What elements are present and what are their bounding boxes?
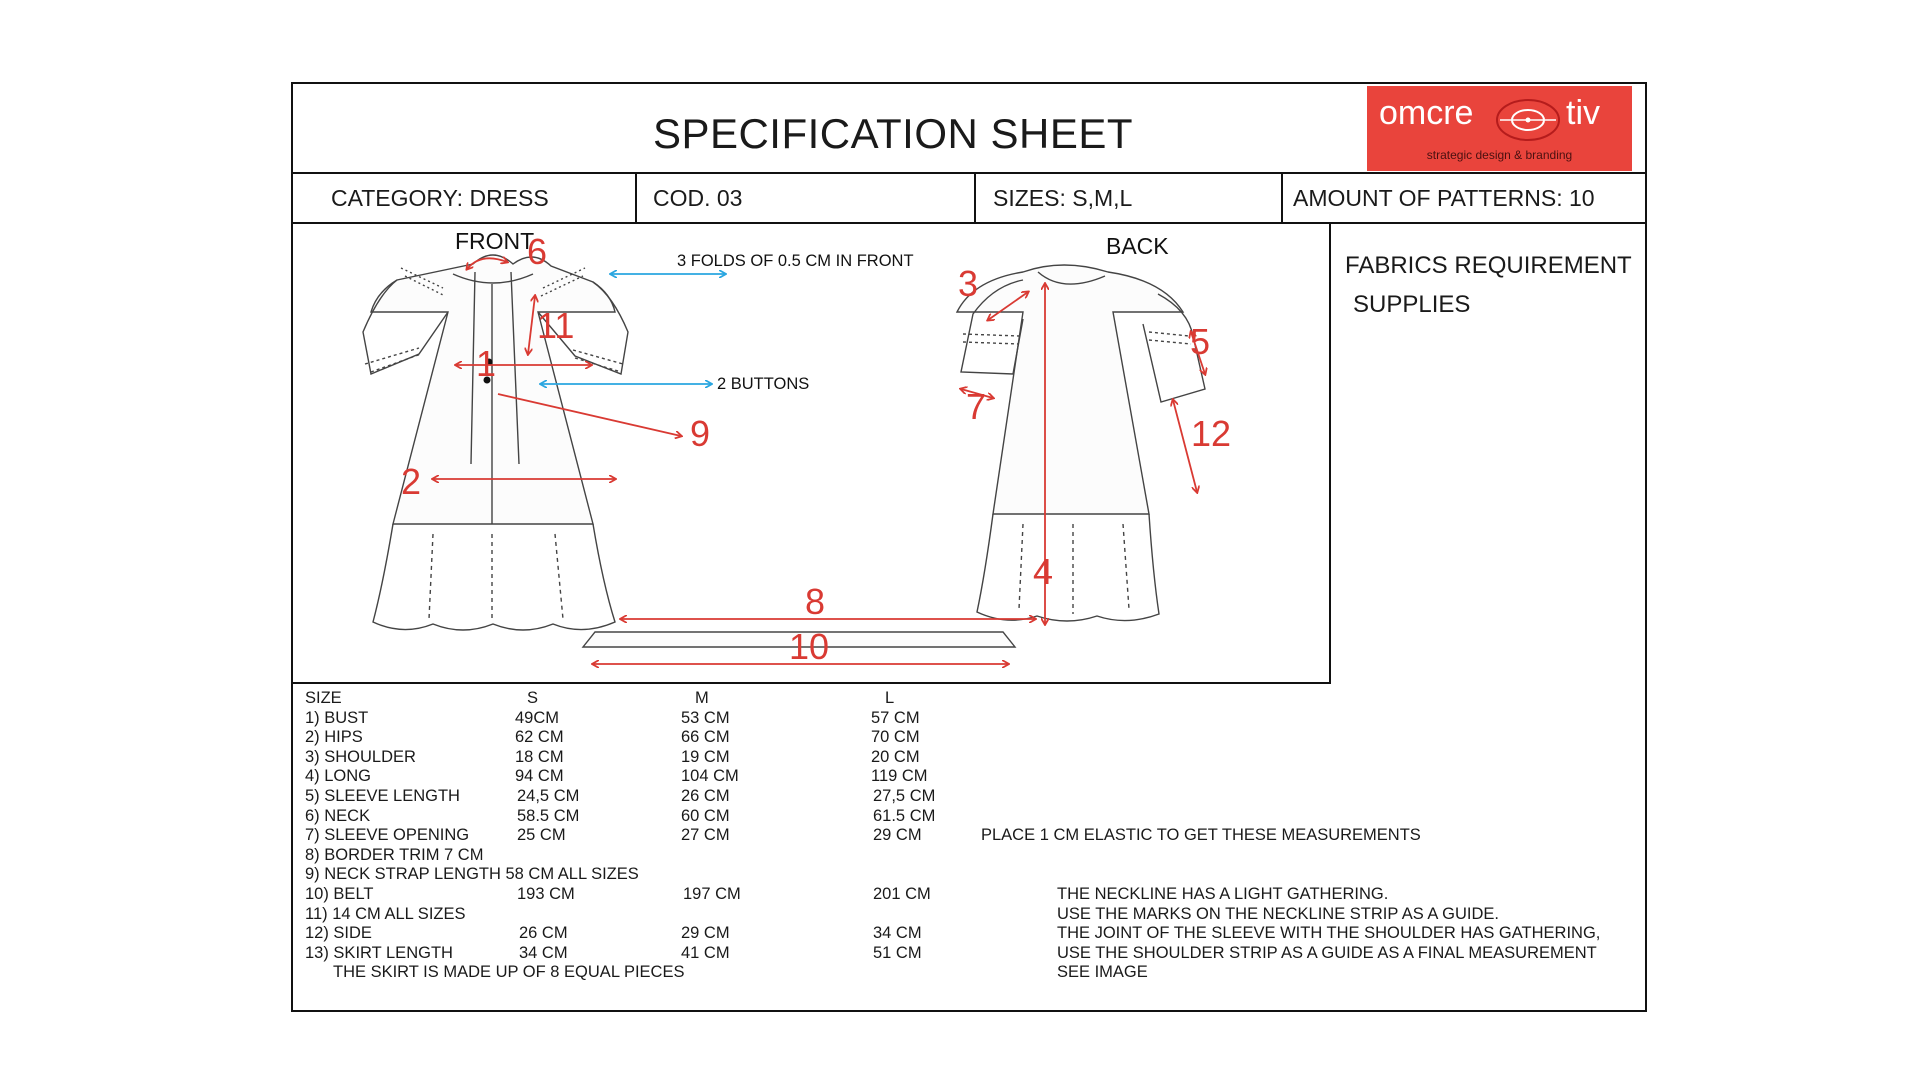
patterns-label: AMOUNT OF PATTERNS: 10 xyxy=(1293,185,1595,211)
measurement-label: 9) NECK STRAP LENGTH 58 CM ALL SIZES xyxy=(305,865,639,884)
measurement-label: 10) BELT xyxy=(305,885,374,903)
folds-note: 3 FOLDS OF 0.5 CM IN FRONT xyxy=(677,252,914,270)
brand-logo xyxy=(1367,86,1632,171)
specification-sheet xyxy=(291,82,1647,1012)
buttons-note: 2 BUTTONS xyxy=(717,375,810,393)
measurement-value: 119 CM xyxy=(871,767,928,786)
note-line: USE THE SHOULDER STRIP AS A GUIDE AS A FINAL MEASUREMENT xyxy=(1057,943,1597,962)
measurement-label: 5) SLEEVE LENGTH xyxy=(305,787,460,805)
info-separator xyxy=(635,172,637,222)
header-divider xyxy=(293,172,1645,174)
marker-8: 8 xyxy=(805,581,826,622)
note-line: THE NECKLINE HAS A LIGHT GATHERING. xyxy=(1057,885,1389,903)
measurement-label: 12) SIDE xyxy=(305,924,372,943)
measurement-value: 25 CM xyxy=(517,826,566,845)
measurement-value: 51 CM xyxy=(873,943,922,962)
marker-7: 7 xyxy=(966,386,987,427)
col-header-m: M xyxy=(695,689,709,707)
marker-2: 2 xyxy=(401,461,422,502)
measurement-value: 20 CM xyxy=(871,747,920,766)
page-title: SPECIFICATION SHEET xyxy=(652,110,1134,157)
illustration-right-border xyxy=(1329,222,1331,684)
size-header: SIZE xyxy=(305,689,342,707)
measurement-value: 58.5 CM xyxy=(517,806,580,825)
measurement-value: 26 CM xyxy=(519,924,568,943)
supplies-label: SUPPLIES xyxy=(1353,291,1471,318)
info-separator xyxy=(1281,172,1283,222)
measurement-value: 70 CM xyxy=(871,728,920,747)
measurement-label: 7) SLEEVE OPENING xyxy=(305,826,470,845)
measurement-label: 3) SHOULDER xyxy=(305,747,416,766)
note-line: THE JOINT OF THE SLEEVE WITH THE SHOULDER HAS GATHERING, xyxy=(1057,924,1601,943)
fabrics-requirement-label: FABRICS REQUIREMENT xyxy=(1345,252,1632,279)
measurement-value: 41 CM xyxy=(681,943,730,962)
info-separator xyxy=(974,172,976,222)
measurement-value: 29 CM xyxy=(873,826,922,845)
measurement-label: 8) BORDER TRIM 7 CM xyxy=(305,845,484,864)
measurement-value: 27 CM xyxy=(681,826,730,845)
measurement-value: 29 CM xyxy=(681,924,730,943)
measurement-label: 2) HIPS xyxy=(305,728,363,747)
back-label: BACK xyxy=(1106,233,1169,259)
front-label: FRONT xyxy=(455,228,535,254)
measurement-label: 4) LONG xyxy=(305,767,372,786)
logo-tagline: strategic design & branding xyxy=(1426,148,1573,162)
measurement-label: THE SKIRT IS MADE UP OF 8 EQUAL PIECES xyxy=(333,963,685,982)
measurement-value: 94 CM xyxy=(515,767,564,786)
marker-3: 3 xyxy=(958,263,979,304)
measurement-value: 34 CM xyxy=(873,924,922,943)
measurement-value: 18 CM xyxy=(515,747,564,766)
garment-illustration xyxy=(293,224,1329,682)
measurement-value: 57 CM xyxy=(871,708,920,727)
marker-10: 10 xyxy=(789,626,830,667)
elastic-note: PLACE 1 CM ELASTIC TO GET THESE MEASUREMENTS xyxy=(981,826,1421,844)
measurement-value: 49CM xyxy=(515,708,560,727)
measurement-value: 61.5 CM xyxy=(873,806,936,825)
measurement-value: 104 CM xyxy=(681,767,739,786)
marker-9: 9 xyxy=(690,413,711,454)
measurement-value: 19 CM xyxy=(681,747,730,766)
measurement-value: 27,5 CM xyxy=(873,787,936,805)
back-dress-drawing xyxy=(957,265,1205,621)
note-line: USE THE MARKS ON THE NECKLINE STRIP AS A GUIDE. xyxy=(1057,904,1499,923)
measurement-value: 53 CM xyxy=(681,708,730,727)
marker-1: 1 xyxy=(476,343,497,384)
measurement-value: 60 CM xyxy=(681,806,730,825)
measurement-value: 26 CM xyxy=(681,787,730,805)
measurement-label: 6) NECK xyxy=(305,806,371,825)
measurement-value: 34 CM xyxy=(519,943,568,962)
marker-5: 5 xyxy=(1190,321,1211,362)
col-header-l: L xyxy=(885,689,895,707)
code-label: COD. 03 xyxy=(653,185,743,211)
measurement-label: 13) SKIRT LENGTH xyxy=(305,943,453,962)
measurement-value: 193 CM xyxy=(517,885,575,903)
marker-11: 11 xyxy=(537,305,575,346)
logo-text-right: tiv xyxy=(1566,94,1600,132)
measurement-label: 1) BUST xyxy=(305,708,369,727)
logo-text-left: omcre xyxy=(1379,94,1474,132)
marker-4: 4 xyxy=(1033,551,1054,592)
illustration-bottom-border xyxy=(293,682,1331,684)
measurement-value: 201 CM xyxy=(873,885,931,903)
note-line: SEE IMAGE xyxy=(1057,963,1148,982)
measurement-value: 197 CM xyxy=(683,885,741,903)
marker-6: 6 xyxy=(527,231,548,272)
category-label: CATEGORY: DRESS xyxy=(331,185,549,211)
measurement-value: 66 CM xyxy=(681,728,730,747)
measurement-value: 24,5 CM xyxy=(517,787,580,805)
col-header-s: S xyxy=(527,689,539,707)
measurement-value: 62 CM xyxy=(515,728,564,747)
sizes-label: SIZES: S,M,L xyxy=(993,185,1133,211)
logo-mark-icon xyxy=(1492,95,1564,145)
measurement-label: 11) 14 CM ALL SIZES xyxy=(305,904,466,923)
front-dress-drawing xyxy=(363,255,628,630)
marker-12: 12 xyxy=(1191,413,1232,454)
